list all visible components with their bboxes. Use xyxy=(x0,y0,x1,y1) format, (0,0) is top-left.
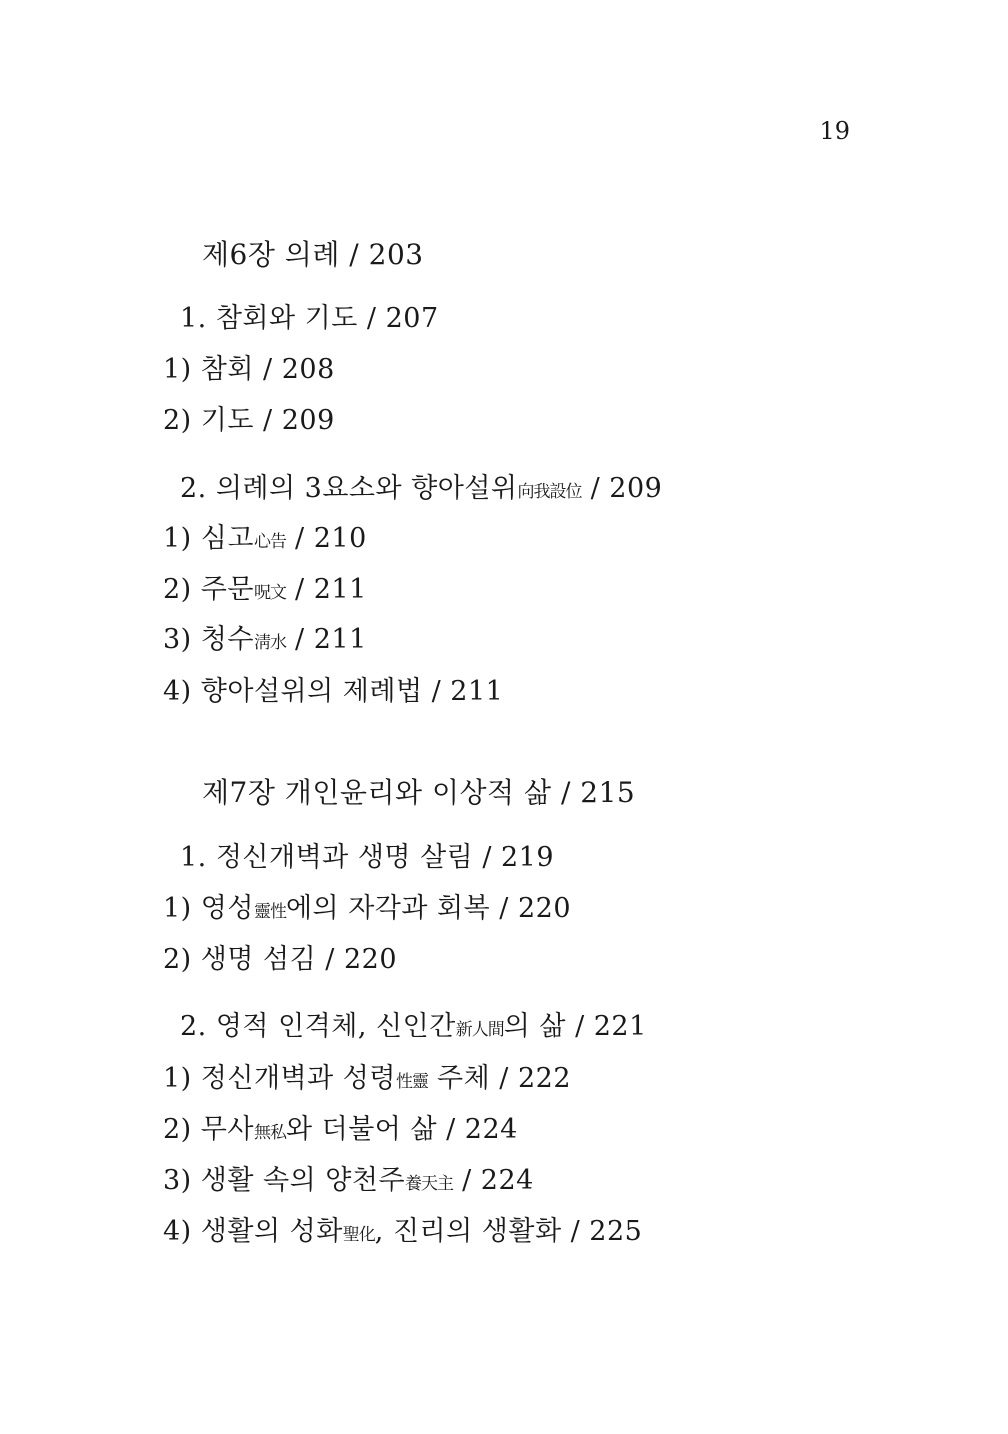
item-text: 3) 청수 xyxy=(163,624,254,655)
page-number: 19 xyxy=(819,117,850,145)
toc-item xyxy=(163,1215,642,1252)
chapter-6-section-2-heading xyxy=(180,472,662,509)
toc-item xyxy=(163,892,571,929)
toc-item xyxy=(163,522,367,559)
heading-text: 2. 영적 인격체, 신인간 xyxy=(180,1011,456,1042)
heading-page: 의 삶 / 221 xyxy=(503,1011,647,1042)
hanja-annotation: 心告 xyxy=(253,532,286,552)
item-text: 2) 무사 xyxy=(163,1114,254,1145)
item-text: 3) 생활 속의 양천주 xyxy=(163,1165,406,1196)
item-text: 1) 영성 xyxy=(163,893,254,924)
item-page: 에의 자각과 회복 / 220 xyxy=(285,893,572,924)
hanja-annotation: 聖化 xyxy=(342,1225,375,1245)
toc-item xyxy=(163,573,367,610)
hanja-annotation: 新人間 xyxy=(455,1020,504,1040)
toc-item: 1) 참회 / 208 xyxy=(163,354,335,385)
hanja-annotation: 靈性 xyxy=(253,902,286,922)
item-text: 4) 향아설위의 제례법 / 211 xyxy=(163,676,504,707)
item-page: 주체 / 222 xyxy=(427,1063,571,1094)
item-page: / 211 xyxy=(285,574,367,605)
chapter-7-heading: 제7장 개인윤리와 이상적 삶 / 215 xyxy=(202,776,636,809)
hanja-annotation: 無私 xyxy=(253,1123,286,1143)
chapter-7-section-1-heading: 1. 정신개벽과 생명 살림 / 219 xyxy=(180,842,555,873)
item-text: 1) 심고 xyxy=(163,523,254,554)
item-text: 1) 정신개벽과 성령 xyxy=(163,1063,396,1094)
chapter-7-section-2-heading xyxy=(180,1010,647,1047)
item-page: / 210 xyxy=(285,523,367,554)
hanja-annotation: 呪文 xyxy=(253,583,286,603)
item-page: 와 더불어 삶 / 224 xyxy=(285,1114,518,1145)
item-text: 2) 생명 섬김 / 220 xyxy=(163,944,398,975)
item-text: 2) 주문 xyxy=(163,574,254,605)
heading-text: 2. 의례의 3요소와 향아설위 xyxy=(180,473,518,504)
toc-item: 2) 기도 / 209 xyxy=(163,405,335,436)
heading-page: / 209 xyxy=(581,473,663,504)
chapter-6-section-1-heading: 1. 참회와 기도 / 207 xyxy=(180,303,439,334)
toc-item xyxy=(163,675,503,712)
toc-item xyxy=(163,623,367,660)
toc-item xyxy=(163,943,397,980)
hanja-annotation: 淸水 xyxy=(253,633,286,653)
toc-item xyxy=(163,1164,534,1201)
toc-item xyxy=(163,1113,518,1150)
toc-item xyxy=(163,1062,571,1099)
chapter-6-heading: 제6장 의례 / 203 xyxy=(202,238,424,271)
hanja-annotation: 養天主 xyxy=(405,1174,454,1194)
item-page: , 진리의 생활화 / 225 xyxy=(374,1216,643,1247)
hanja-annotation: 向我設位 xyxy=(517,482,582,502)
item-text: 4) 생활의 성화 xyxy=(163,1216,343,1247)
item-page: / 224 xyxy=(453,1165,534,1196)
hanja-annotation: 性靈 xyxy=(395,1072,428,1092)
item-page: / 211 xyxy=(285,624,367,655)
